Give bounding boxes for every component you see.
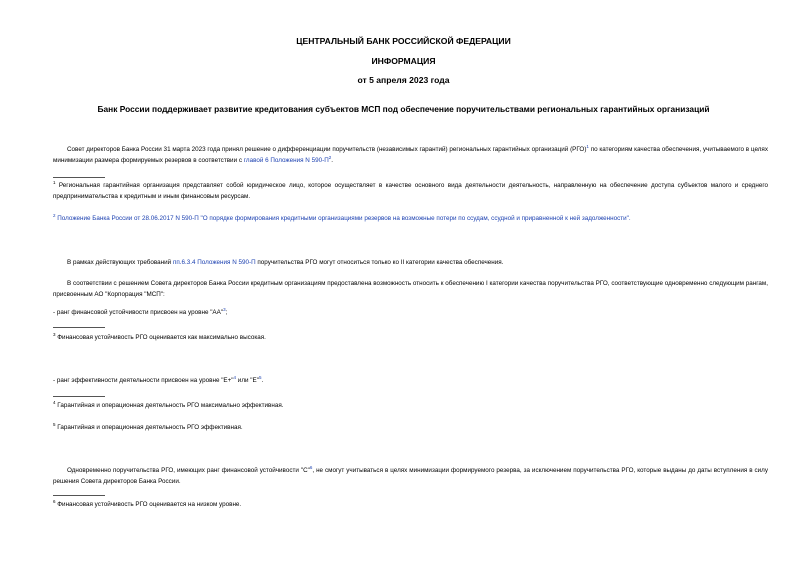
paragraph-4-text-a: Одновременно поручительства РГО, имеющих ранг финансовой устойчивости "С" [67,467,310,474]
footnote-6-ref[interactable]: 6 [309,464,313,470]
footnote-3-ref[interactable]: 3 [223,306,226,312]
footnote-separator [53,327,105,328]
footnote-5-ref[interactable]: 5 [258,374,262,380]
footnote-1-mark: 1 [53,179,56,185]
date-heading: от 5 апреля 2023 года [357,75,450,85]
paragraph-2-text-b: поручительства РГО могут относиться только ко II категории качества обеспечения. [255,259,504,266]
footnote-2 [53,213,768,224]
footnote-separator [53,177,105,178]
footnote-2-text: Положение Банка России от 28.06.2017 N 590-П "О порядке формирования кредитными организациями резервов на возможные потери по ссудам, ссудной и приравненной к ней задолженности". [55,215,631,222]
doc-type-heading: ИНФОРМАЦИЯ [371,56,436,66]
footnote-3-text: Финансовая устойчивость РГО оценивается как максимально высокая. [55,334,266,341]
paragraph-4-text-b: , не смогут учитываться в целях минимизации формируемого резерва, за исключением поручительства РГО, которые выданы до даты вступления в силу решения Совета директоров Банка России. [53,467,768,485]
footnote-2-mark: 2 [53,212,56,218]
footnote-separator [53,495,105,496]
paragraph-2 [67,257,503,268]
footnote-5-text: Гарантийная и операционная деятельность РГО эффективная. [55,424,243,431]
footnote-4-text: Гарантийная и операционная деятельность РГО максимально эффективная. [55,402,284,409]
paragraph-1-text-b: по категориям качества обеспечения, учитываемого в целях минимизации размера формируемых резервов в соответствии с [53,146,768,164]
rank-item-1-tail: ; [225,309,228,316]
footnote-6-text: Финансовая устойчивость РГО оценивается на низком уровне. [55,501,242,508]
footnote-3 [53,332,266,343]
rank-item-2 [53,375,263,386]
footnote-4-ref[interactable]: 4 [233,374,237,380]
paragraph-2-text-a: В рамках действующих требований [67,259,173,266]
rank-item-2-text-a: - ранг эффективности деятельности присвоен на уровне "Е+" [53,377,234,384]
footnote-6 [53,499,241,510]
paragraph-1-text-a: Совет директоров Банка России 31 марта 2023 года принял решение о дифференциации поручительств (независимых гарантий) региональных гарантийных организаций (РГО) [67,146,587,153]
footnote-5-mark: 5 [53,421,56,427]
paragraph-3: В соответствии с решением Совета директоров Банка России кредитным организациям предоставлена возможность относить к обеспечению I категории качества поручительства РГО, соответствующие одновременно следующим рангам, присвоенным АО "Корпорация "МСП": [53,280,768,298]
rank-item-2-text-b: или "Е" [236,377,259,384]
footnote-separator [53,396,105,397]
rank-item-1 [53,307,227,318]
footnote-6-mark: 6 [53,498,56,504]
rank-item-2-tail: . [261,377,264,384]
paragraph-1-text-c: . [331,157,333,164]
footnote-2-link[interactable] [53,212,631,222]
footnote-1-text: Региональная гарантийная организация представляет собой юридическое лицо, которое осуществляет в качестве основного вида деятельности деятельность, направленную на обеспечение доступа субъектов малого и среднего предпринимательства к кредитным и иным финансовым ресурсам. [53,182,768,200]
footnote-5 [53,422,243,433]
regulation-590p-chapter6-link[interactable]: главой 6 Положения N 590-П [243,157,329,164]
org-heading: ЦЕНТРАЛЬНЫЙ БАНК РОССИЙСКОЙ ФЕДЕРАЦИИ [296,36,511,46]
paragraph-4 [53,465,768,487]
document-title: Банк России поддерживает развитие кредитования субъектов МСП под обеспечение поручительствами региональных гарантийных организаций [97,104,710,114]
regulation-590p-6-3-4-link[interactable]: пп.6.3.4 Положения N 590-П [172,259,256,266]
footnote-4 [53,400,284,411]
footnote-1 [53,180,768,202]
footnote-3-mark: 3 [53,331,56,337]
paragraph-1 [53,144,768,166]
footnote-2-ref[interactable]: 2 [328,154,332,160]
rank-item-1-text: - ранг финансовой устойчивости присвоен на уровне "АА" [53,309,224,316]
footnote-4-mark: 4 [53,399,56,405]
footnote-1-ref[interactable]: 1 [586,143,589,149]
